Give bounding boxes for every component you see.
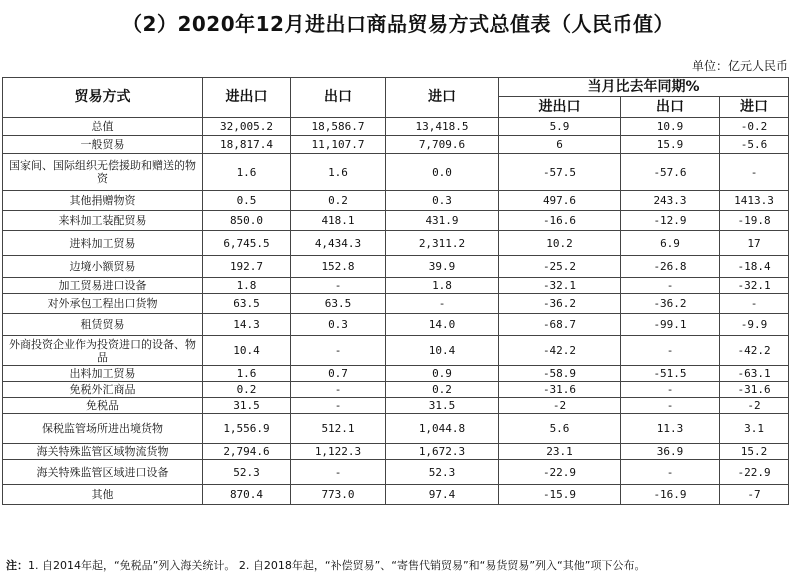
exports-cell: - [291, 278, 386, 294]
row-label: 海关特殊监管区域进口设备 [3, 460, 203, 485]
exports-cell: 1.6 [291, 154, 386, 191]
header-yoy-imports: 进口 [720, 97, 789, 118]
row-label: 来料加工装配贸易 [3, 211, 203, 231]
yoy-imports-cell: 3.1 [720, 414, 789, 444]
exports-cell: 0.2 [291, 191, 386, 211]
footnote [6, 557, 645, 573]
row-label: 总值 [3, 118, 203, 136]
yoy-exports-cell: 10.9 [621, 118, 720, 136]
yoy-total-cell: -16.6 [499, 211, 621, 231]
imports-cell: 1,672.3 [386, 444, 499, 460]
table-row [3, 485, 789, 505]
imports-cell: 52.3 [386, 460, 499, 485]
exports-cell: 152.8 [291, 256, 386, 278]
yoy-exports-cell: 6.9 [621, 231, 720, 256]
row-label: 海关特殊监管区域物流货物 [3, 444, 203, 460]
yoy-exports-cell: -16.9 [621, 485, 720, 505]
exports-cell: 418.1 [291, 211, 386, 231]
imports-cell: 0.0 [386, 154, 499, 191]
table-row [3, 314, 789, 336]
table-row [3, 278, 789, 294]
yoy-exports-cell: -36.2 [621, 294, 720, 314]
exports-cell: - [291, 460, 386, 485]
yoy-total-cell: 6 [499, 136, 621, 154]
imports-cell: 39.9 [386, 256, 499, 278]
row-label: 对外承包工程出口货物 [3, 294, 203, 314]
yoy-imports-cell: -32.1 [720, 278, 789, 294]
yoy-imports-cell: -42.2 [720, 336, 789, 366]
yoy-exports-cell: 11.3 [621, 414, 720, 444]
yoy-imports-cell: - [720, 294, 789, 314]
yoy-total-cell: -68.7 [499, 314, 621, 336]
trade-mode-table [2, 77, 789, 505]
yoy-exports-cell: -51.5 [621, 366, 720, 382]
exports-cell: 63.5 [291, 294, 386, 314]
header-exports: 出口 [291, 78, 386, 118]
imports-cell: 97.4 [386, 485, 499, 505]
yoy-total-cell: -31.6 [499, 382, 621, 398]
imports-cell: 14.0 [386, 314, 499, 336]
total-cell: 6,745.5 [203, 231, 291, 256]
exports-cell: - [291, 398, 386, 414]
yoy-exports-cell: - [621, 336, 720, 366]
yoy-total-cell: 23.1 [499, 444, 621, 460]
table-row [3, 444, 789, 460]
row-label: 加工贸易进口设备 [3, 278, 203, 294]
imports-cell: 2,311.2 [386, 231, 499, 256]
row-label: 免税品 [3, 398, 203, 414]
yoy-imports-cell: 1413.3 [720, 191, 789, 211]
exports-cell: 18,586.7 [291, 118, 386, 136]
total-cell: 1.8 [203, 278, 291, 294]
yoy-imports-cell: -19.8 [720, 211, 789, 231]
yoy-imports-cell: -2 [720, 398, 789, 414]
total-cell: 192.7 [203, 256, 291, 278]
total-cell: 18,817.4 [203, 136, 291, 154]
total-cell: 1.6 [203, 154, 291, 191]
yoy-exports-cell: -12.9 [621, 211, 720, 231]
imports-cell: 0.3 [386, 191, 499, 211]
yoy-total-cell: -57.5 [499, 154, 621, 191]
table-row [3, 211, 789, 231]
exports-cell: - [291, 336, 386, 366]
imports-cell: - [386, 294, 499, 314]
page-title: （2）2020年12月进出口商品贸易方式总值表（人民币值） [122, 12, 674, 36]
row-label: 出料加工贸易 [3, 366, 203, 382]
table-row [3, 294, 789, 314]
yoy-total-cell: -58.9 [499, 366, 621, 382]
yoy-exports-cell: -99.1 [621, 314, 720, 336]
imports-cell: 7,709.6 [386, 136, 499, 154]
row-label: 一般贸易 [3, 136, 203, 154]
row-label: 边境小额贸易 [3, 256, 203, 278]
exports-cell: - [291, 382, 386, 398]
yoy-total-cell: -15.9 [499, 485, 621, 505]
yoy-imports-cell: -0.2 [720, 118, 789, 136]
yoy-total-cell: -22.9 [499, 460, 621, 485]
unit-label: 单位：亿元人民币 [691, 59, 788, 73]
total-cell: 850.0 [203, 211, 291, 231]
total-cell: 32,005.2 [203, 118, 291, 136]
total-cell: 1.6 [203, 366, 291, 382]
imports-cell: 31.5 [386, 398, 499, 414]
table-row [3, 136, 789, 154]
yoy-imports-cell: -5.6 [720, 136, 789, 154]
header-yoy-exports: 出口 [621, 97, 720, 118]
yoy-imports-cell: -31.6 [720, 382, 789, 398]
yoy-imports-cell: - [720, 154, 789, 191]
table-row [3, 154, 789, 191]
table-row [3, 366, 789, 382]
exports-cell: 1,122.3 [291, 444, 386, 460]
yoy-imports-cell: 15.2 [720, 444, 789, 460]
header-yoy-group: 当月比去年同期% [499, 78, 789, 97]
row-label: 免税外汇商品 [3, 382, 203, 398]
total-cell: 0.5 [203, 191, 291, 211]
header-imports: 进口 [386, 78, 499, 118]
header-trade-mode: 贸易方式 [3, 78, 203, 118]
yoy-imports-cell: -7 [720, 485, 789, 505]
table-row [3, 118, 789, 136]
yoy-imports-cell: 17 [720, 231, 789, 256]
header-yoy-total: 进出口 [499, 97, 621, 118]
yoy-exports-cell: -57.6 [621, 154, 720, 191]
table-row [3, 256, 789, 278]
total-cell: 52.3 [203, 460, 291, 485]
yoy-exports-cell: - [621, 382, 720, 398]
table-row [3, 191, 789, 211]
exports-cell: 4,434.3 [291, 231, 386, 256]
yoy-total-cell: 5.6 [499, 414, 621, 444]
yoy-total-cell: -36.2 [499, 294, 621, 314]
total-cell: 2,794.6 [203, 444, 291, 460]
yoy-exports-cell: - [621, 398, 720, 414]
yoy-total-cell: 10.2 [499, 231, 621, 256]
table-body [3, 118, 789, 505]
table-row [3, 398, 789, 414]
total-cell: 870.4 [203, 485, 291, 505]
table-row [3, 414, 789, 444]
yoy-exports-cell: - [621, 460, 720, 485]
imports-cell: 13,418.5 [386, 118, 499, 136]
exports-cell: 11,107.7 [291, 136, 386, 154]
exports-cell: 0.7 [291, 366, 386, 382]
yoy-total-cell: 497.6 [499, 191, 621, 211]
yoy-total-cell: -32.1 [499, 278, 621, 294]
imports-cell: 431.9 [386, 211, 499, 231]
yoy-total-cell: -25.2 [499, 256, 621, 278]
row-label: 进料加工贸易 [3, 231, 203, 256]
yoy-imports-cell: -22.9 [720, 460, 789, 485]
footnote-text: 1. 自2014年起，“免税品”列入海关统计。 2. 自2018年起，“补偿贸易”、“寄售代销贸易”和“易货贸易”列入“其他”项下公布。 [28, 559, 646, 572]
imports-cell: 10.4 [386, 336, 499, 366]
yoy-imports-cell: -18.4 [720, 256, 789, 278]
row-label: 其他 [3, 485, 203, 505]
yoy-exports-cell: -26.8 [621, 256, 720, 278]
table-row [3, 460, 789, 485]
yoy-total-cell: -42.2 [499, 336, 621, 366]
imports-cell: 1.8 [386, 278, 499, 294]
total-cell: 31.5 [203, 398, 291, 414]
yoy-total-cell: 5.9 [499, 118, 621, 136]
exports-cell: 512.1 [291, 414, 386, 444]
row-label: 保税监管场所进出境货物 [3, 414, 203, 444]
footnote-label: 注： [6, 559, 28, 572]
row-label: 其他捐赠物资 [3, 191, 203, 211]
table-row [3, 231, 789, 256]
imports-cell: 0.9 [386, 366, 499, 382]
yoy-exports-cell: 15.9 [621, 136, 720, 154]
row-label: 租赁贸易 [3, 314, 203, 336]
table-row [3, 336, 789, 366]
row-label: 国家间、国际组织无偿援助和赠送的物资 [3, 154, 203, 191]
imports-cell: 1,044.8 [386, 414, 499, 444]
row-label: 外商投资企业作为投资进口的设备、物品 [3, 336, 203, 366]
yoy-exports-cell: 243.3 [621, 191, 720, 211]
imports-cell: 0.2 [386, 382, 499, 398]
yoy-exports-cell: - [621, 278, 720, 294]
total-cell: 10.4 [203, 336, 291, 366]
yoy-imports-cell: -63.1 [720, 366, 789, 382]
header-total: 进出口 [203, 78, 291, 118]
yoy-total-cell: -2 [499, 398, 621, 414]
yoy-exports-cell: 36.9 [621, 444, 720, 460]
yoy-imports-cell: -9.9 [720, 314, 789, 336]
total-cell: 0.2 [203, 382, 291, 398]
exports-cell: 0.3 [291, 314, 386, 336]
total-cell: 63.5 [203, 294, 291, 314]
table-row [3, 382, 789, 398]
total-cell: 1,556.9 [203, 414, 291, 444]
total-cell: 14.3 [203, 314, 291, 336]
exports-cell: 773.0 [291, 485, 386, 505]
